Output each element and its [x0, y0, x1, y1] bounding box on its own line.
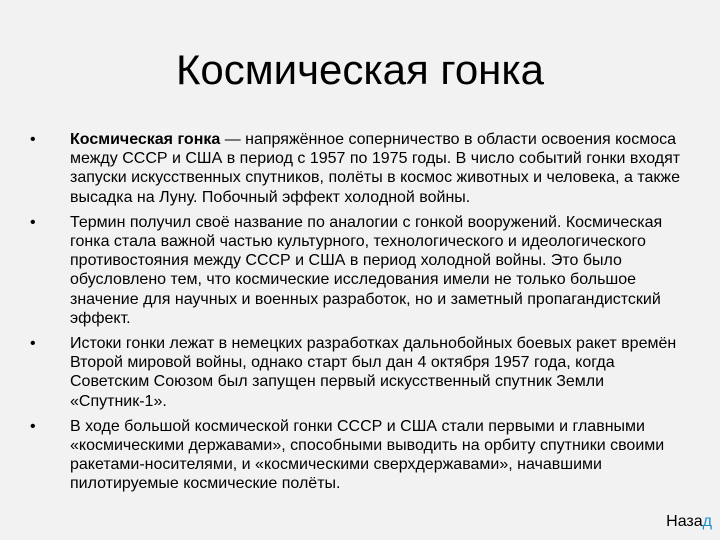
- bullet-marker: •: [30, 335, 36, 353]
- bullet-text: В ходе большой космической гонки СССР и США стали первыми и главными «космическими державами», способными выводить на орбиту спутники своими ракетами-носителями, и «космическими сверхдержавами», начавшими пилотируемые космические полёты.: [70, 417, 665, 493]
- bullet-marker: •: [30, 131, 36, 148]
- bullet-item: [30, 334, 690, 411]
- bullet-marker: •: [30, 213, 36, 231]
- bullet-text: Истоки гонки лежат в немецких разработках дальнобойных боевых ракет времён Второй мировой войны, однако старт был дан 4 октября 1957 года, когда Советским Союзом был запущен первый искусственный спутник Земли «Спутник-1».: [70, 335, 677, 410]
- bullet-item: [30, 130, 690, 207]
- bullet-term: Космическая гонка: [70, 131, 221, 148]
- back-link-label-part2: д: [702, 513, 712, 530]
- bullet-list: [30, 130, 690, 500]
- bullet-item: [30, 213, 690, 328]
- bullet-item: [30, 417, 690, 494]
- bullet-text: — напряжённое соперничество в области освоения космоса между СССР и США в период с 1957 по 1975 годы. В число событий гонки входят запуски искусственных спутников, полёты в космос животных и человека, а также высадка на Луну. Побочный эффект холодной войны.: [70, 131, 681, 206]
- back-link[interactable]: [666, 512, 712, 532]
- back-link-label-part1: Наза: [666, 513, 703, 530]
- slide-title: Космическая гонка: [175, 46, 545, 93]
- bullet-marker: •: [30, 417, 36, 435]
- bullet-text: Термин получил своё название по аналогии с гонкой вооружений. Космическая гонка стала важной частью культурного, технологического и идеологического противостояния между СССР и США в период холодной войны. Это было обусловлено тем, что космические исследования имели не только большое значение для научных и военных разработок, но и заметный пропагандистский эффект.: [70, 213, 663, 327]
